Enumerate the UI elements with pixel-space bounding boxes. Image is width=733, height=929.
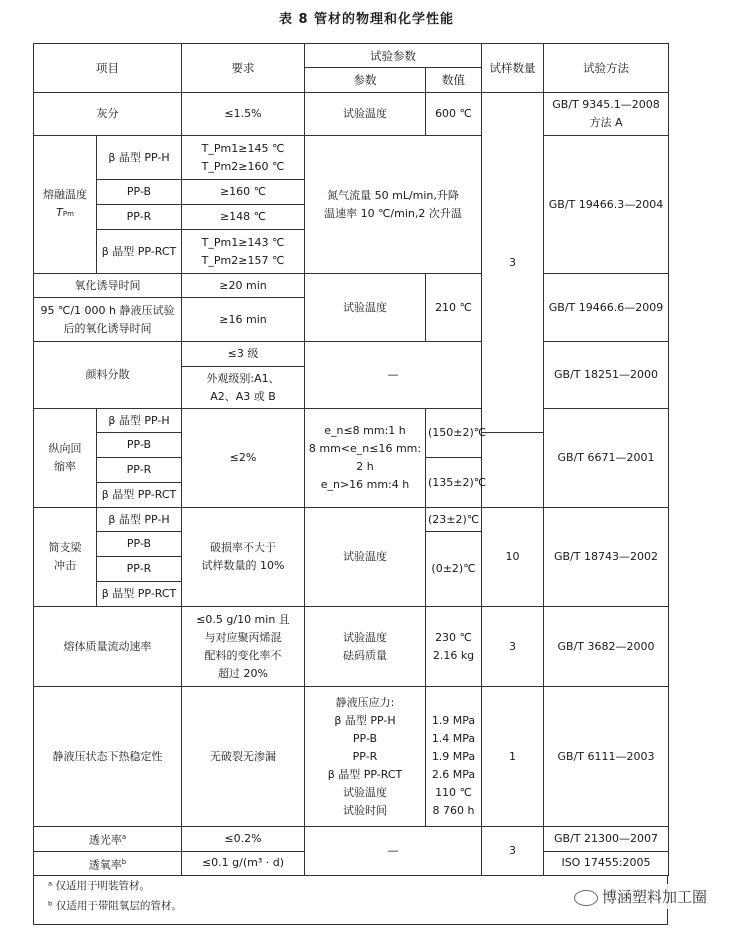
shrink-type-pph: β 晶型 PP-H xyxy=(97,409,182,433)
melt-conditions: 氮气流量 50 mL/min,升降 温速率 10 ℃/min,2 次升温 xyxy=(305,136,482,274)
impact-type-pph: β 晶型 PP-H xyxy=(97,508,182,532)
melt-pprct-requirement: T_Pm1≥143 ℃ T_Pm2≥157 ℃ xyxy=(182,230,305,274)
shrink-type-ppr: PP-R xyxy=(97,458,182,483)
impact-name: 简支梁 冲击 xyxy=(34,508,97,607)
ash-value: 600 ℃ xyxy=(426,93,482,136)
hydro-requirement: 无破裂无渗漏 xyxy=(182,687,305,827)
mfr-requirement: ≤0.5 g/10 min 且 与对应聚丙烯混 配料的变化率不 超过 20% xyxy=(182,607,305,687)
optical-oxygen-sample-count: 3 xyxy=(482,827,544,876)
transmittance-name: 透光率$^a$ xyxy=(34,827,182,852)
impact-type-ppr: PP-R xyxy=(97,557,182,582)
impact-param: 试验温度 xyxy=(305,508,426,607)
pigment-param: — xyxy=(305,342,482,409)
impact-type-ppb: PP-B xyxy=(97,532,182,557)
pigment-method: GB/T 18251—2000 xyxy=(544,342,669,409)
header-test-params: 试验参数 xyxy=(305,44,482,68)
melt-type-pph: β 晶型 PP-H xyxy=(97,136,182,180)
mfr-method: GB/T 3682—2000 xyxy=(544,607,669,687)
header-value: 数值 xyxy=(426,68,482,93)
header-requirement: 要求 xyxy=(182,44,305,93)
melt-type-ppb: PP-B xyxy=(97,180,182,205)
mfr-values: 230 ℃ 2.16 kg xyxy=(426,607,482,687)
shrink-temp-150: (150±2)℃ xyxy=(426,409,482,458)
shrink-name: 纵向回 缩率 xyxy=(34,409,97,508)
sample-count-3: 3 xyxy=(482,93,544,433)
shrink-type-ppb: PP-B xyxy=(97,433,182,458)
oit-after-hydro-requirement: ≥16 min xyxy=(182,298,305,342)
hydro-name: 静液压状态下热稳定性 xyxy=(34,687,182,827)
melt-pph-requirement: T_Pm1≥145 ℃ T_Pm2≥160 ℃ xyxy=(182,136,305,180)
ash-requirement: ≤1.5% xyxy=(182,93,305,136)
shrink-type-pprct: β 晶型 PP-RCT xyxy=(97,483,182,508)
header-item: 项目 xyxy=(34,44,182,93)
footnote-a: ᵃ 仅适用于明装管材。 xyxy=(48,880,150,892)
oit-method: GB/T 19466.6—2009 xyxy=(544,274,669,342)
hydro-method: GB/T 6111—2003 xyxy=(544,687,669,827)
impact-requirement: 破损率不大于 试样数量的 10% xyxy=(182,508,305,607)
ash-method: GB/T 9345.1—2008 方法 A xyxy=(544,93,669,136)
mfr-name: 熔体质量流动速率 xyxy=(34,607,182,687)
oit-requirement: ≥20 min xyxy=(182,274,305,298)
oxygen-requirement: ≤0.1 g/(m³ · d) xyxy=(182,851,305,876)
oxygen-method: ISO 17455:2005 xyxy=(544,851,669,876)
hydro-sample-count: 1 xyxy=(482,687,544,827)
ash-param: 试验温度 xyxy=(305,93,426,136)
oit-after-hydro-name: 95 ℃/1 000 h 静液压试验 后的氧化诱导时间 xyxy=(34,298,182,342)
optical-oxygen-param: — xyxy=(305,827,482,876)
impact-sample-count: 10 xyxy=(482,508,544,607)
watermark: 博涵塑料加工圈 xyxy=(570,884,711,909)
pigment-name: 颜料分散 xyxy=(34,342,182,409)
hydro-params: 静液压应力: β 晶型 PP-H PP-B PP-R β 晶型 PP-RCT 试验温度 试验时间 xyxy=(305,687,426,827)
impact-method: GB/T 18743—2002 xyxy=(544,508,669,607)
hydro-values: 1.9 MPa 1.4 MPa 1.9 MPa 2.6 MPa 110 ℃ 8 760 h xyxy=(426,687,482,827)
shrink-requirement: ≤2% xyxy=(182,409,305,508)
properties-table xyxy=(33,43,669,876)
pigment-requirement-grade: ≤3 级 xyxy=(182,342,305,367)
mfr-params: 试验温度 砝码质量 xyxy=(305,607,426,687)
pigment-requirement-appearance: 外观级别:A1、 A2、A3 或 B xyxy=(182,367,305,409)
impact-type-pprct: β 晶型 PP-RCT xyxy=(97,582,182,607)
wechat-logo-icon xyxy=(574,890,598,906)
melt-name: 熔融温度 TPm xyxy=(34,136,97,274)
melt-type-ppr: PP-R xyxy=(97,205,182,230)
ash-name: 灰分 xyxy=(34,93,182,136)
impact-temp-0: (0±2)℃ xyxy=(426,532,482,607)
header-sample-count: 试样数量 xyxy=(482,44,544,93)
oit-value: 210 ℃ xyxy=(426,274,482,342)
oxygen-name: 透氧率$^b$ xyxy=(34,851,182,876)
mfr-sample-count: 3 xyxy=(482,607,544,687)
melt-method: GB/T 19466.3—2004 xyxy=(544,136,669,274)
header-param: 参数 xyxy=(305,68,426,93)
shrink-conditions: e_n≤8 mm:1 h 8 mm<e_n≤16 mm: 2 h e_n>16 mm:4 h xyxy=(305,409,426,508)
melt-ppr-requirement: ≥148 ℃ xyxy=(182,205,305,230)
melt-type-pprct: β 晶型 PP-RCT xyxy=(97,230,182,274)
melt-ppb-requirement: ≥160 ℃ xyxy=(182,180,305,205)
header-test-method: 试验方法 xyxy=(544,44,669,93)
shrink-method: GB/T 6671—2001 xyxy=(544,409,669,508)
impact-temp-23: (23±2)℃ xyxy=(426,508,482,532)
shrink-temp-135: (135±2)℃ xyxy=(426,458,482,508)
footnote-b: ᵇ 仅适用于带阻氧层的管材。 xyxy=(48,900,182,912)
transmittance-requirement: ≤0.2% xyxy=(182,827,305,852)
oit-name: 氧化诱导时间 xyxy=(34,274,182,298)
oit-param: 试验温度 xyxy=(305,274,426,342)
transmittance-method: GB/T 21300—2007 xyxy=(544,827,669,852)
table-caption: 表 8 管材的物理和化学性能 xyxy=(278,12,455,27)
